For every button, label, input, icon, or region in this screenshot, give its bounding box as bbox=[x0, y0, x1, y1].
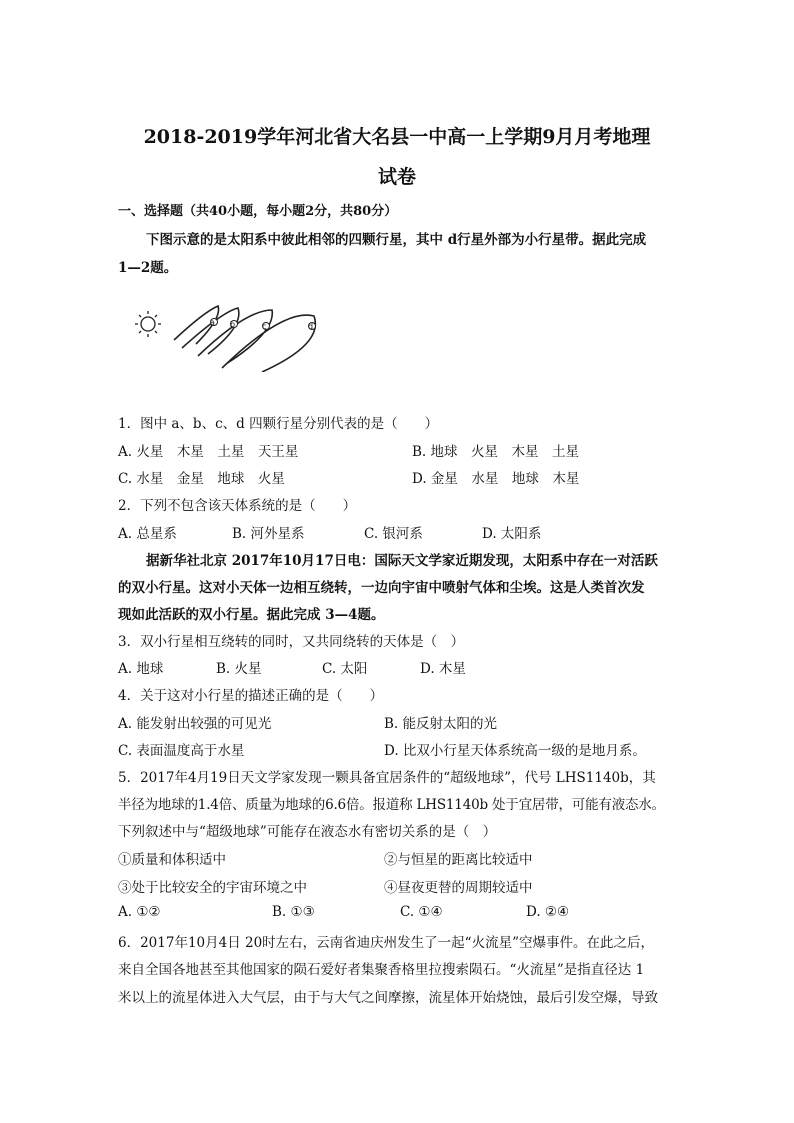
planet-label-a: a bbox=[210, 318, 215, 327]
planet-label-c: c bbox=[262, 322, 267, 331]
intro1-line2: 1—2题。 bbox=[118, 260, 178, 276]
q2-stem: 2．下列不包含该天体系统的是（ ） bbox=[118, 498, 357, 514]
intro2-line1: 据新华社北京 2017年10月17日电：国际天文学家近期发现，太阳系中存在一对活跃 bbox=[146, 553, 658, 569]
exam-title-line2: 试卷 bbox=[377, 166, 416, 188]
q1-option-b: B. 地球 火星 木星 土星 bbox=[412, 444, 580, 460]
q5-statement-1: ①质量和体积适中 bbox=[118, 852, 226, 868]
q5-option-d: D. ②④ bbox=[526, 904, 570, 920]
q6-line2: 来自全国各地甚至其他国家的陨石爱好者集聚香格里拉搜索陨石。“火流星”是指直径达 1 bbox=[118, 962, 645, 978]
q1-option-c: C. 水星 金星 地球 火星 bbox=[118, 471, 285, 487]
solar-system-diagram bbox=[126, 292, 336, 372]
q5-statement-3: ③处于比较安全的宇宙环境之中 bbox=[118, 880, 307, 896]
q1-stem: 1．图中 a、b、c、d 四颗行星分别代表的是（ ） bbox=[118, 416, 439, 432]
q4-option-b: B. 能反射太阳的光 bbox=[384, 716, 498, 732]
intro2-line2: 的双小行星。这对小天体一边相互绕转，一边向宇宙中喷射气体和尘埃。这是人类首次发 bbox=[118, 580, 645, 596]
q1-option-a: A. 火星 木星 土星 天王星 bbox=[118, 444, 299, 460]
intro2-line3: 现如此活跃的双小行星。据此完成 3—4题。 bbox=[118, 607, 385, 623]
planet-label-d: d bbox=[308, 322, 314, 331]
q3-option-a: A. 地球 bbox=[118, 661, 164, 677]
q4-option-d: D. 比双小行星天体系统高一级的是地月系。 bbox=[384, 743, 646, 759]
q3-option-b: B. 火星 bbox=[216, 661, 262, 677]
q4-option-c: C. 表面温度高于水星 bbox=[118, 743, 245, 759]
q6-line3: 米以上的流星体进入大气层，由于与大气之间摩擦，流星体开始烧蚀，最后引发空爆，导致 bbox=[118, 990, 658, 1006]
sun-icon bbox=[135, 311, 161, 337]
q5-option-c: C. ①④ bbox=[400, 904, 443, 920]
q1-option-d: D. 金星 水星 地球 木星 bbox=[412, 471, 580, 487]
q4-option-a: A. 能发射出较强的可见光 bbox=[118, 716, 272, 732]
q5-line3: 下列叙述中与“超级地球”可能存在液态水有密切关系的是（ ） bbox=[118, 824, 497, 840]
q2-option-c: C. 银河系 bbox=[364, 526, 423, 542]
q5-statement-4: ④昼夜更替的周期较适中 bbox=[384, 880, 533, 896]
q3-stem: 3．双小行星相互绕转的同时，又共同绕转的天体是（ ） bbox=[118, 634, 465, 650]
q6-line1: 6．2017年10月4日 20时左右，云南省迪庆州发生了一起“火流星”空爆事件。在此之后， bbox=[118, 935, 654, 951]
q2-option-d: D. 太阳系 bbox=[482, 526, 542, 542]
planet-label-b: b bbox=[230, 320, 236, 329]
q3-option-c: C. 太阳 bbox=[322, 661, 368, 677]
q2-option-b: B. 河外星系 bbox=[232, 526, 305, 542]
q2-option-a: A. 总星系 bbox=[118, 526, 177, 542]
q3-option-d: D. 木星 bbox=[420, 661, 466, 677]
q5-statement-2: ②与恒星的距离比较适中 bbox=[384, 852, 533, 868]
q5-line2: 半径为地球的1.4倍、质量为地球的6.6倍。报道称 LHS1140b 处于宜居带，可能有液态水。 bbox=[118, 797, 665, 813]
q5-option-b: B. ①③ bbox=[272, 904, 315, 920]
q5-line1: 5．2017年4月19日天文学家发现一颗具备宜居条件的“超级地球”，代号 LHS1140b，其 bbox=[118, 770, 656, 786]
q5-option-a: A. ①② bbox=[118, 904, 161, 920]
exam-title-line1: 2018-2019学年河北省大名县一中高一上学期9月月考地理 bbox=[143, 126, 651, 148]
intro1-line1: 下图示意的是太阳系中彼此相邻的四颗行星，其中 d行星外部为小行星带。据此完成 bbox=[146, 232, 647, 248]
q4-stem: 4．关于这对小行星的描述正确的是（ ） bbox=[118, 688, 384, 704]
orbit-b bbox=[182, 308, 239, 354]
section-heading: 一、选择题（共40小题，每小题2分，共80分） bbox=[118, 204, 398, 219]
